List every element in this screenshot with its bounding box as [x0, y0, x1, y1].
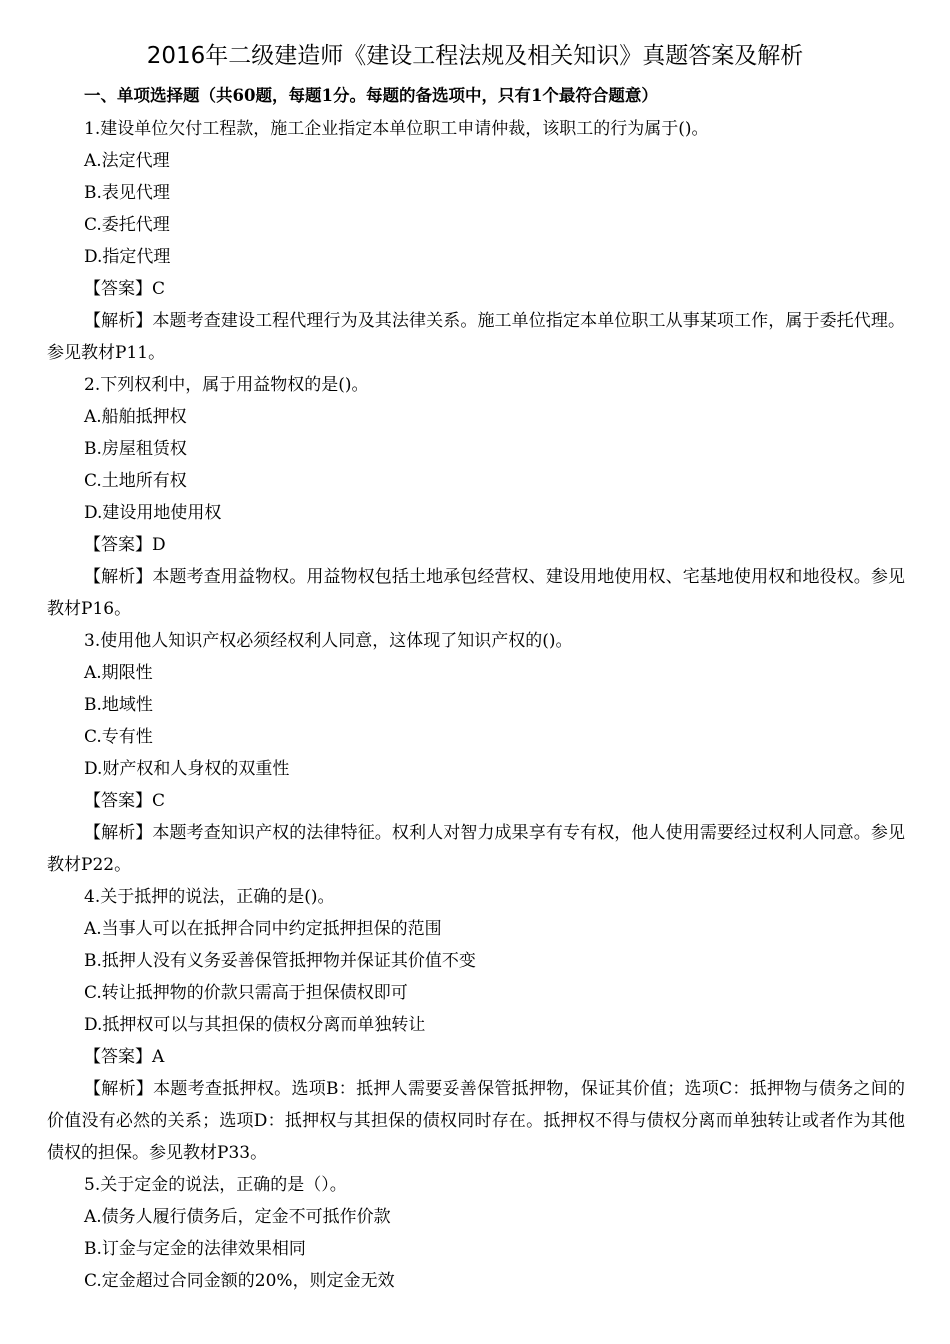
option-c: C.专有性: [84, 727, 153, 747]
question-stem: 4.关于抵押的说法，正确的是()。: [84, 887, 335, 907]
analysis: 【解析】本题考查用益物权。用益物权包括土地承包经营权、建设用地使用权、宅基地使用权和地役权。参见教材P16。: [47, 567, 905, 619]
section-heading: 一、单项选择题（共60题，每题1分。每题的备选项中，只有1个最符合题意）: [84, 86, 658, 105]
answer: 【答案】D: [84, 535, 166, 555]
option-d: D.指定代理: [84, 247, 171, 267]
document-title: 2016年二级建造师《建设工程法规及相关知识》真题答案及解析: [146, 43, 804, 69]
option-b: B.表见代理: [84, 183, 170, 203]
option-a: A.债务人履行债务后，定金不可抵作价款: [84, 1207, 391, 1227]
option-d: D.建设用地使用权: [84, 503, 222, 523]
option-a: A.法定代理: [84, 151, 170, 171]
question-stem: 5.关于定金的说法，正确的是（）。: [84, 1175, 347, 1195]
question-4: [47, 881, 905, 1169]
analysis: 【解析】本题考查知识产权的法律特征。权利人对智力成果享有专有权，他人使用需要经过权利人同意。参见教材P22。: [47, 823, 905, 875]
question-2: [47, 369, 905, 625]
question-stem: 1.建设单位欠付工程款，施工企业指定本单位职工申请仲裁，该职工的行为属于()。: [84, 119, 709, 139]
option-b: B.地域性: [84, 695, 153, 715]
option-b: B.订金与定金的法律效果相同: [84, 1239, 306, 1259]
question-stem: 3.使用他人知识产权必须经权利人同意，这体现了知识产权的()。: [84, 631, 573, 651]
option-c: C.土地所有权: [84, 471, 187, 491]
option-a: A.当事人可以在抵押合同中约定抵押担保的范围: [84, 919, 442, 939]
option-b: B.抵押人没有义务妥善保管抵押物并保证其价值不变: [84, 951, 476, 971]
answer: 【答案】C: [84, 791, 166, 811]
option-a: A.船舶抵押权: [84, 407, 187, 427]
analysis: 【解析】本题考查抵押权。选项B：抵押人需要妥善保管抵押物，保证其价值；选项C：抵押物与债务之间的价值没有必然的关系；选项D：抵押权与其担保的债权同时存在。抵押权不得与债权分离而单独转让或者作为其他债权的担保。参见教材P33。: [47, 1079, 905, 1163]
question-5: [47, 1169, 905, 1297]
document-body: [47, 113, 905, 1297]
option-d: D.财产权和人身权的双重性: [84, 759, 290, 779]
question-stem: 2.下列权利中，属于用益物权的是()。: [84, 375, 369, 395]
option-c: C.转让抵押物的价款只需高于担保债权即可: [84, 983, 408, 1003]
answer: 【答案】C: [84, 279, 166, 299]
analysis: 【解析】本题考查建设工程代理行为及其法律关系。施工单位指定本单位职工从事某项工作，属于委托代理。参见教材P11。: [47, 311, 905, 363]
option-b: B.房屋租赁权: [84, 439, 187, 459]
question-3: [47, 625, 905, 881]
option-c: C.委托代理: [84, 215, 170, 235]
question-1: [47, 113, 905, 369]
option-a: A.期限性: [84, 663, 153, 683]
option-d: D.抵押权可以与其担保的债权分离而单独转让: [84, 1015, 426, 1035]
answer: 【答案】A: [84, 1047, 165, 1067]
option-c: C.定金超过合同金额的20%，则定金无效: [84, 1271, 395, 1291]
